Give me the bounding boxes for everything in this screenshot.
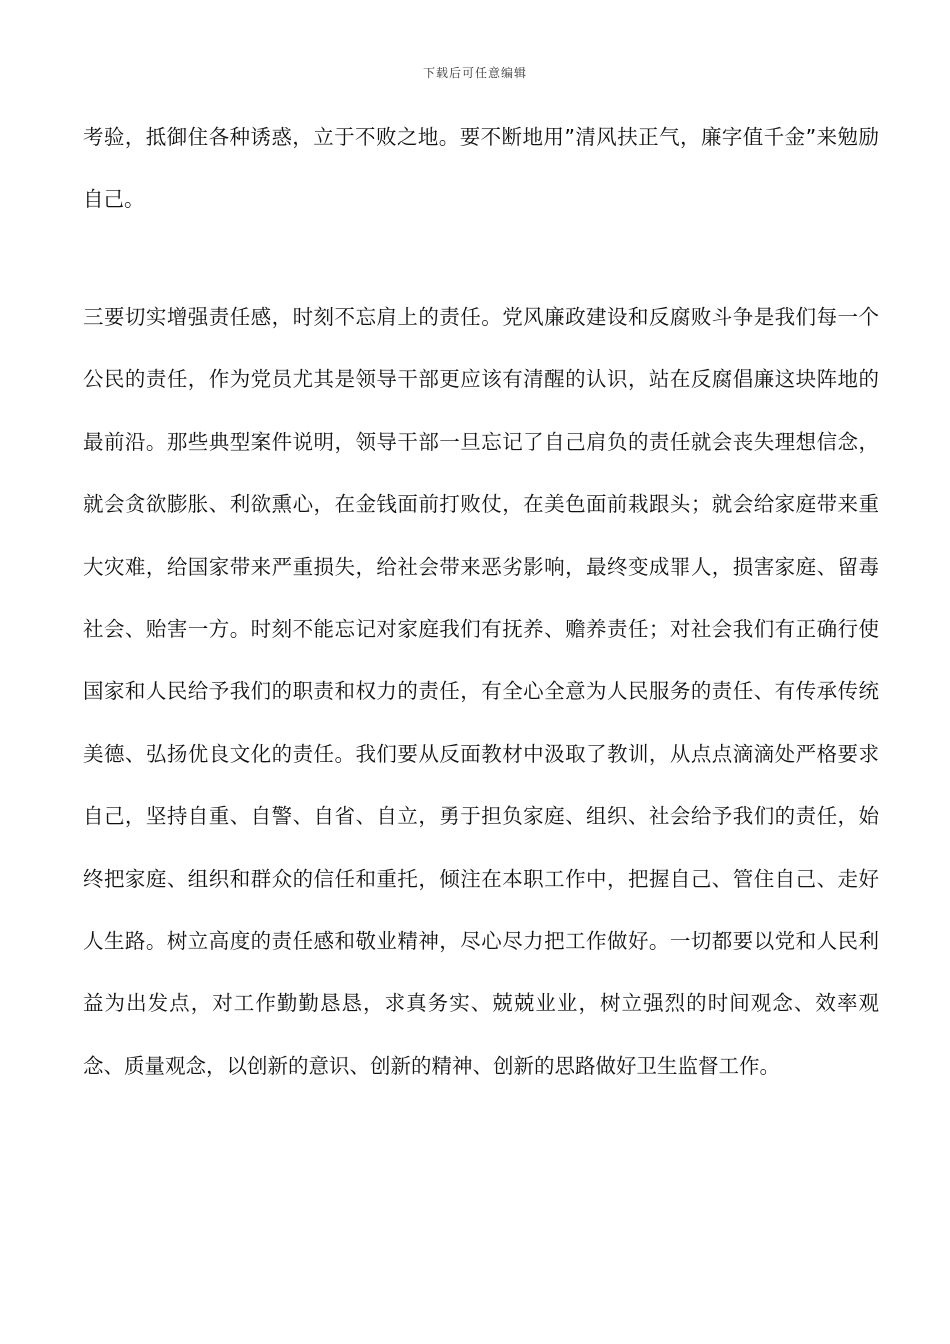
paragraph-1: 考验，抵御住各种诱惑，立于不败之地。要不断地用”清风扶正气，廉字值千金”来勉励自己。 — [83, 125, 879, 212]
page-header: 下载后可任意编辑 — [422, 66, 527, 80]
paragraph-2: 三要切实增强责任感，时刻不忘肩上的责任。党风廉政建设和反腐败斗争是我们每一个公民的责任，作为党员尤其是领导干部更应该有清醒的认识，站在反腐倡廉这块阵地的最前沿。那些典型案件说明，领导干部一旦忘记了自己肩负的责任就会丧失理想信念，就会贪欲膨胀、利欲熏心，在金钱面前打败仗，在美色面前栽跟头；就会给家庭带来重大灾难，给国家带来严重损失，给社会带来恶劣影响，最终变成罪人，损害家庭、留毒社会、贻害一方。时刻不能忘记对家庭我们有抚养、赡养责任；对社会我们有正确行使国家和人民给予我们的职责和权力的责任，有全心全意为人民服务的责任、有传承传统美德、弘扬优良文化的责任。我们要从反面教材中汲取了教训，从点点滴滴处严格要求自己，坚持自重、自警、自省、自立，勇于担负家庭、组织、社会给予我们的责任，始终把家庭、组织和群众的信任和重托，倾注在本职工作中，把握自己、管住自己、走好人生路。树立高度的责任感和敬业精神，尽心尽力把工作做好。一切都要以党和人民利益为出发点，对工作勤勤恳恳，求真务实、兢兢业业，树立强烈的时间观念、效率观念、质量观念，以创新的意识、创新的精神、创新的思路做好卫生监督工作。 — [83, 305, 879, 1078]
